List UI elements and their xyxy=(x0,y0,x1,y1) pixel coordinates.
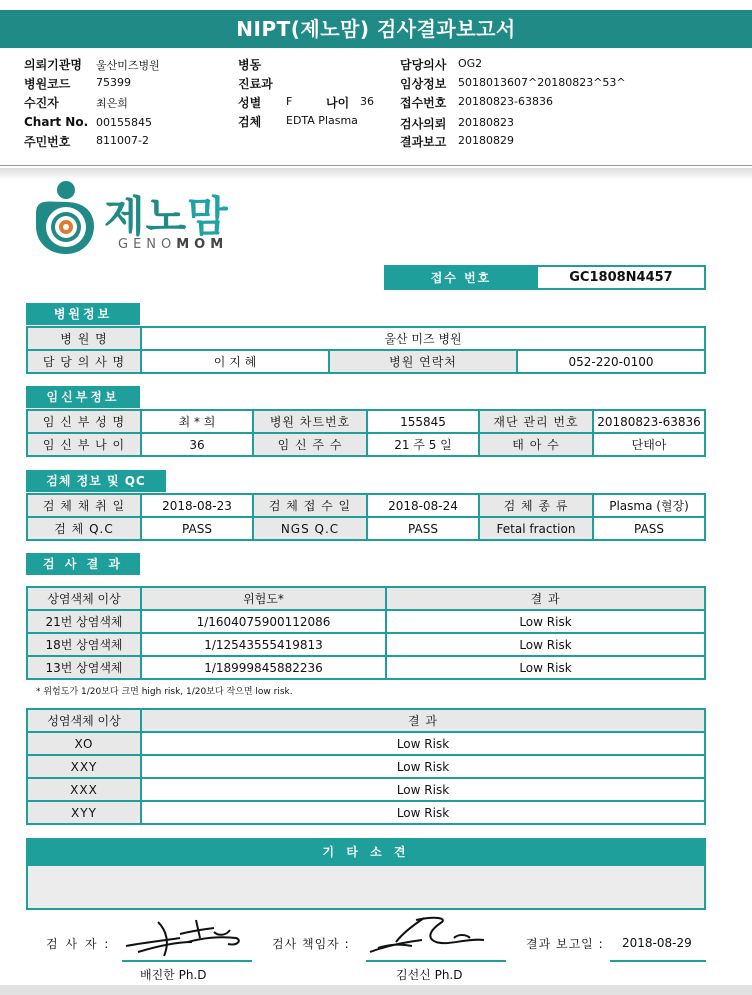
meta-label-hospcode: 병원코드 xyxy=(24,77,71,91)
sex-result-header: 결 과 xyxy=(141,709,705,732)
meta-value-report: 20180829 xyxy=(458,134,514,147)
ngs-qc: PASS xyxy=(367,517,479,540)
report-title: NIPT(제노맘) 검사결과보고서 xyxy=(0,10,752,48)
patient-table xyxy=(26,409,706,457)
chief-name: 김선신 Ph.D xyxy=(396,968,463,982)
receipt-label: 접수 번호 xyxy=(385,266,537,289)
risk-note: * 위험도가 1/20보다 크면 high risk, 1/20보다 작으면 low risk. xyxy=(36,687,293,697)
hospital-name-label: 병 원 명 xyxy=(27,327,141,350)
chrom-18-result: Low Risk xyxy=(386,633,705,656)
patient-chart: 155845 xyxy=(367,410,479,433)
meta-value-inst: 울산미즈병원 xyxy=(96,59,160,72)
meta-label-doctor: 담당의사 xyxy=(400,58,447,72)
chrom-21-risk: 1/1604075900112086 xyxy=(141,610,386,633)
tester-signature xyxy=(118,912,258,960)
report-date-label: 결과 보고일 : xyxy=(526,937,604,951)
specimen-type-label: 검 체 종 류 xyxy=(479,494,593,517)
table-row xyxy=(27,801,705,824)
meta-value-clinical: 5018013607^20180823^53^ xyxy=(458,76,626,89)
chrom-13-label: 13번 상염색체 xyxy=(27,656,141,679)
table-row xyxy=(27,656,705,679)
collect-date: 2018-08-23 xyxy=(141,494,253,517)
receipt-box xyxy=(384,265,706,290)
sex-xo-result: Low Risk xyxy=(141,732,705,755)
chrom-13-result: Low Risk xyxy=(386,656,705,679)
meta-value-age: 36 xyxy=(360,95,374,108)
genomom-logo-icon xyxy=(26,180,102,258)
specimen-qc-label: 검 체 Q.C xyxy=(27,517,141,540)
sex-chrom-table xyxy=(26,708,706,825)
chrom-18-risk: 1/12543555419813 xyxy=(141,633,386,656)
chief-label: 검사 책임자 : xyxy=(272,937,350,951)
patient-fetus: 단태아 xyxy=(593,433,705,456)
chrom-21-result: Low Risk xyxy=(386,610,705,633)
sex-chrom-header: 성염색체 이상 xyxy=(27,709,141,732)
chief-signature xyxy=(366,908,506,960)
meta-value-specimen: EDTA Plasma xyxy=(286,114,358,127)
page-bottom xyxy=(0,985,752,995)
tester-name: 배진한 Ph.D xyxy=(140,968,207,982)
patient-age-label: 임 신 부 나 이 xyxy=(27,433,141,456)
autosome-header: 상염색체 이상 xyxy=(27,587,141,610)
risk-header: 위험도* xyxy=(141,587,386,610)
meta-label-clinical: 임상정보 xyxy=(400,77,447,91)
meta-label-age: 나이 xyxy=(326,96,350,110)
chief-line xyxy=(366,960,506,962)
sex-xxy-label: XXY xyxy=(27,755,141,778)
other-remarks-header: 기 타 소 견 xyxy=(26,838,706,866)
meta-value-collector: 최은희 xyxy=(96,97,128,110)
other-remarks-body xyxy=(26,866,706,910)
sex-xxy-result: Low Risk xyxy=(141,755,705,778)
hospital-table xyxy=(26,326,706,374)
section-specimen: 검체 정보 및 QC xyxy=(26,470,166,492)
meta-value-chart: 00155845 xyxy=(96,116,152,129)
result-header: 결 과 xyxy=(386,587,705,610)
sex-xyy-result: Low Risk xyxy=(141,801,705,824)
meta-label-report: 결과보고 xyxy=(400,135,447,149)
sex-xyy-label: XYY xyxy=(27,801,141,824)
meta-value-hospcode: 75399 xyxy=(96,76,131,89)
report-date-line xyxy=(610,960,706,962)
meta-value-doctor: OG2 xyxy=(458,57,483,70)
patient-mgmt: 20180823-63836 xyxy=(593,410,705,433)
tester-label: 검 사 자 : xyxy=(46,937,111,951)
meta-label-receipt: 접수번호 xyxy=(400,96,447,110)
table-row xyxy=(27,778,705,801)
ngs-qc-label: NGS Q.C xyxy=(253,517,367,540)
chrom-13-risk: 1/18999845882236 xyxy=(141,656,386,679)
patient-weeks: 21 주 5 일 xyxy=(367,433,479,456)
section-patient: 임신부정보 xyxy=(26,386,140,408)
meta-value-req: 20180823 xyxy=(458,116,514,129)
table-row xyxy=(27,732,705,755)
meta-divider xyxy=(0,165,752,166)
patient-weeks-label: 임 신 주 수 xyxy=(253,433,367,456)
meta-label-inst: 의뢰기관명 xyxy=(24,58,82,72)
sex-xxx-label: XXX xyxy=(27,778,141,801)
chrom-21-label: 21번 상염색체 xyxy=(27,610,141,633)
patient-fetus-label: 태 아 수 xyxy=(479,433,593,456)
specimen-qc: PASS xyxy=(141,517,253,540)
meta-label-ward: 병동 xyxy=(238,58,262,72)
patient-mgmt-label: 재단 관리 번호 xyxy=(479,410,593,433)
autosome-table xyxy=(26,586,706,680)
section-hospital: 병원정보 xyxy=(26,303,140,325)
meta-label-req: 검사의뢰 xyxy=(400,117,447,131)
doctor-name: 이 지 혜 xyxy=(141,350,329,373)
chrom-18-label: 18번 상염색체 xyxy=(27,633,141,656)
page-edge xyxy=(0,168,752,180)
tester-line xyxy=(122,960,252,962)
table-row xyxy=(27,755,705,778)
meta-label-chart: Chart No. xyxy=(24,115,89,129)
meta-label-rrn: 주민번호 xyxy=(24,135,71,149)
patient-chart-label: 병원 차트번호 xyxy=(253,410,367,433)
report-date: 2018-08-29 xyxy=(622,936,692,950)
hospital-name: 울산 미즈 병원 xyxy=(141,327,705,350)
logo-brand-a: 제노 xyxy=(104,192,188,241)
fetal-fraction: PASS xyxy=(593,517,705,540)
sex-xxx-result: Low Risk xyxy=(141,778,705,801)
table-row xyxy=(27,610,705,633)
receipt-value: GC1808N4457 xyxy=(537,266,705,289)
meta-label-specimen: 검체 xyxy=(238,115,262,129)
meta-value-receipt: 20180823-63836 xyxy=(458,95,553,108)
receive-date-label: 검 체 접 수 일 xyxy=(253,494,367,517)
receive-date: 2018-08-24 xyxy=(367,494,479,517)
section-results: 검 사 결 과 xyxy=(26,553,140,575)
fetal-fraction-label: Fetal fraction xyxy=(479,517,593,540)
logo-sub-b: MOM xyxy=(176,237,229,252)
table-row xyxy=(27,633,705,656)
meta-value-rrn: 811007-2 xyxy=(96,134,149,147)
logo-brand-b: 맘 xyxy=(187,192,229,241)
meta-value-sex: F xyxy=(286,95,293,108)
sex-xo-label: XO xyxy=(27,732,141,755)
meta-label-dept: 진료과 xyxy=(238,77,273,91)
header-meta xyxy=(0,52,752,167)
specimen-table xyxy=(26,493,706,541)
specimen-type: Plasma (혈장) xyxy=(593,494,705,517)
hospital-contact-label: 병원 연락처 xyxy=(329,350,517,373)
logo-wordmark xyxy=(104,184,229,244)
patient-name-label: 임 신 부 성 명 xyxy=(27,410,141,433)
hospital-contact: 052-220-0100 xyxy=(517,350,705,373)
patient-name: 최 * 희 xyxy=(141,410,253,433)
logo-subtitle xyxy=(118,237,228,252)
logo-sub-a: GENO xyxy=(118,237,177,252)
meta-label-sex: 성별 xyxy=(238,96,262,110)
collect-date-label: 검 체 채 취 일 xyxy=(27,494,141,517)
meta-label-collector: 수진자 xyxy=(24,96,59,110)
patient-age: 36 xyxy=(141,433,253,456)
doctor-name-label: 담 당 의 사 명 xyxy=(27,350,141,373)
